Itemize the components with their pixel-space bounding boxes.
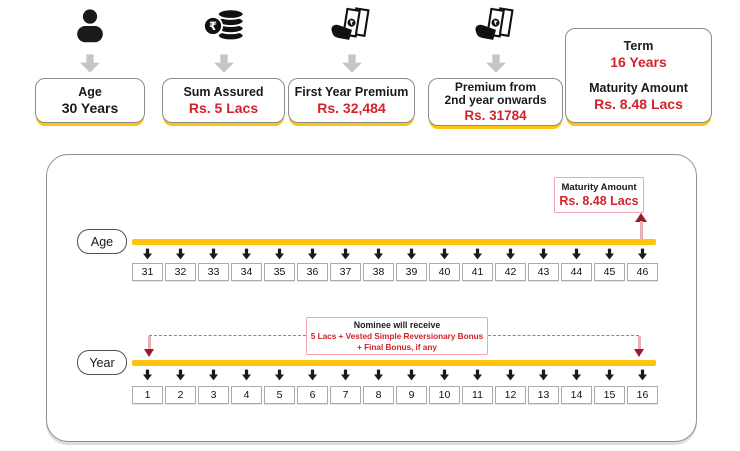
year-cell: 16	[627, 386, 658, 404]
down-tick-icon	[396, 248, 427, 262]
age-cell: 32	[165, 263, 196, 281]
age-card	[35, 78, 145, 123]
age-cell: 33	[198, 263, 229, 281]
card-title: Sum Assured	[183, 84, 264, 99]
age-cell: 31	[132, 263, 163, 281]
age-cell: 45	[594, 263, 625, 281]
down-tick-icon	[132, 369, 163, 383]
age-cell: 37	[330, 263, 361, 281]
age-cell: 44	[561, 263, 592, 281]
gray-down-arrow-icon	[486, 48, 506, 78]
down-tick-icon	[231, 248, 262, 262]
year-cell: 10	[429, 386, 460, 404]
svg-text:₹: ₹	[348, 20, 354, 28]
svg-text:₹: ₹	[208, 19, 217, 34]
age-timeline-bar	[132, 239, 656, 245]
card-value: 30 Years	[61, 99, 119, 116]
nominee-down-arrow-left-icon	[144, 349, 154, 357]
down-tick-icon	[264, 369, 295, 383]
card-term-maturity	[565, 28, 712, 123]
down-tick-icon	[363, 248, 394, 262]
down-tick-icon	[495, 248, 526, 262]
nominee-line2: 5 Lacs + Vested Simple Reversionary Bonus	[310, 331, 484, 341]
card-title: Age	[78, 84, 102, 99]
card-renewal-premium	[428, 6, 563, 126]
down-tick-icon	[198, 369, 229, 383]
year-cells-row	[132, 386, 658, 404]
sum-assured-card	[162, 78, 285, 123]
age-cell: 35	[264, 263, 295, 281]
down-tick-icon	[594, 369, 625, 383]
year-cell: 9	[396, 386, 427, 404]
down-tick-icon	[495, 369, 526, 383]
down-tick-icon	[165, 369, 196, 383]
down-tick-icon	[528, 369, 559, 383]
nominee-line1: Nominee will receive	[353, 320, 441, 330]
year-cell: 12	[495, 386, 526, 404]
year-cell: 5	[264, 386, 295, 404]
card-title-line2: 2nd year onwards	[444, 93, 547, 108]
card-sum-assured	[162, 6, 285, 123]
down-tick-icon	[462, 369, 493, 383]
down-tick-icon	[165, 248, 196, 262]
nominee-arrow-stem-right	[638, 336, 641, 349]
maturity-title: Maturity Amount	[589, 80, 688, 95]
down-tick-icon	[330, 248, 361, 262]
card-first-year-premium	[288, 6, 415, 123]
down-tick-icon	[264, 248, 295, 262]
year-cell: 8	[363, 386, 394, 404]
svg-text:₹: ₹	[492, 20, 498, 28]
year-cell: 11	[462, 386, 493, 404]
down-tick-icon	[297, 369, 328, 383]
year-cell: 7	[330, 386, 361, 404]
age-cell: 38	[363, 263, 394, 281]
down-tick-icon	[132, 248, 163, 262]
down-tick-icon	[561, 248, 592, 262]
down-tick-icon	[363, 369, 394, 383]
card-title: First Year Premium	[294, 84, 409, 99]
age-cell: 40	[429, 263, 460, 281]
down-tick-icon	[627, 369, 658, 383]
down-tick-icon	[330, 369, 361, 383]
nominee-arrow-stem-left	[148, 336, 151, 349]
card-value: Rs. 31784	[464, 107, 527, 123]
age-cell: 46	[627, 263, 658, 281]
age-row-label: Age	[77, 229, 127, 254]
year-cell: 4	[231, 386, 262, 404]
down-tick-icon	[231, 369, 262, 383]
age-cell: 43	[528, 263, 559, 281]
year-row-label: Year	[77, 350, 127, 375]
down-tick-icon	[528, 248, 559, 262]
down-tick-icon	[198, 248, 229, 262]
down-tick-icon	[627, 248, 658, 262]
person-icon	[71, 6, 109, 48]
year-cell: 6	[297, 386, 328, 404]
renewal-premium-card	[428, 78, 563, 126]
year-cell: 13	[528, 386, 559, 404]
down-tick-icon	[429, 248, 460, 262]
nominee-down-arrow-right-icon	[634, 349, 644, 357]
year-cell: 14	[561, 386, 592, 404]
age-cells-row	[132, 263, 658, 281]
age-cell: 41	[462, 263, 493, 281]
first-year-premium-card	[288, 78, 415, 123]
gray-down-arrow-icon	[80, 48, 100, 78]
maturity-arrow-stem	[640, 221, 643, 239]
rupee-coins-icon	[202, 6, 246, 48]
card-age	[35, 6, 145, 123]
age-cell: 36	[297, 263, 328, 281]
gray-down-arrow-icon	[214, 48, 234, 78]
gray-down-arrow-icon	[342, 48, 362, 78]
down-tick-icon	[429, 369, 460, 383]
card-title: Premium from	[454, 79, 537, 94]
age-tick-arrows	[132, 248, 658, 262]
down-tick-icon	[297, 248, 328, 262]
card-value: Rs. 32,484	[317, 99, 386, 116]
maturity-value: Rs. 8.48 Lacs	[594, 95, 683, 112]
hand-money-icon	[331, 6, 373, 48]
nominee-line3: + Final Bonus, if any	[357, 341, 437, 352]
nominee-callout	[306, 317, 488, 355]
maturity-callout-value: Rs. 8.48 Lacs	[559, 193, 639, 208]
nominee-dashed-line-right	[488, 335, 639, 336]
term-value: 16 Years	[610, 53, 667, 70]
year-cell: 15	[594, 386, 625, 404]
year-tick-arrows	[132, 369, 658, 383]
down-tick-icon	[462, 248, 493, 262]
down-tick-icon	[396, 369, 427, 383]
term-maturity-card	[565, 28, 712, 123]
down-tick-icon	[561, 369, 592, 383]
year-cell: 1	[132, 386, 163, 404]
age-cell: 34	[231, 263, 262, 281]
nominee-dashed-line-left	[149, 335, 306, 336]
timeline-panel	[46, 154, 697, 442]
term-title: Term	[623, 38, 654, 53]
maturity-callout	[554, 177, 644, 213]
down-tick-icon	[594, 248, 625, 262]
maturity-callout-title: Maturity Amount	[561, 181, 637, 193]
year-cell: 2	[165, 386, 196, 404]
age-cell: 39	[396, 263, 427, 281]
card-value: Rs. 5 Lacs	[188, 99, 259, 116]
hand-money-icon	[475, 6, 517, 48]
year-timeline-bar	[132, 360, 656, 366]
year-cell: 3	[198, 386, 229, 404]
age-cell: 42	[495, 263, 526, 281]
